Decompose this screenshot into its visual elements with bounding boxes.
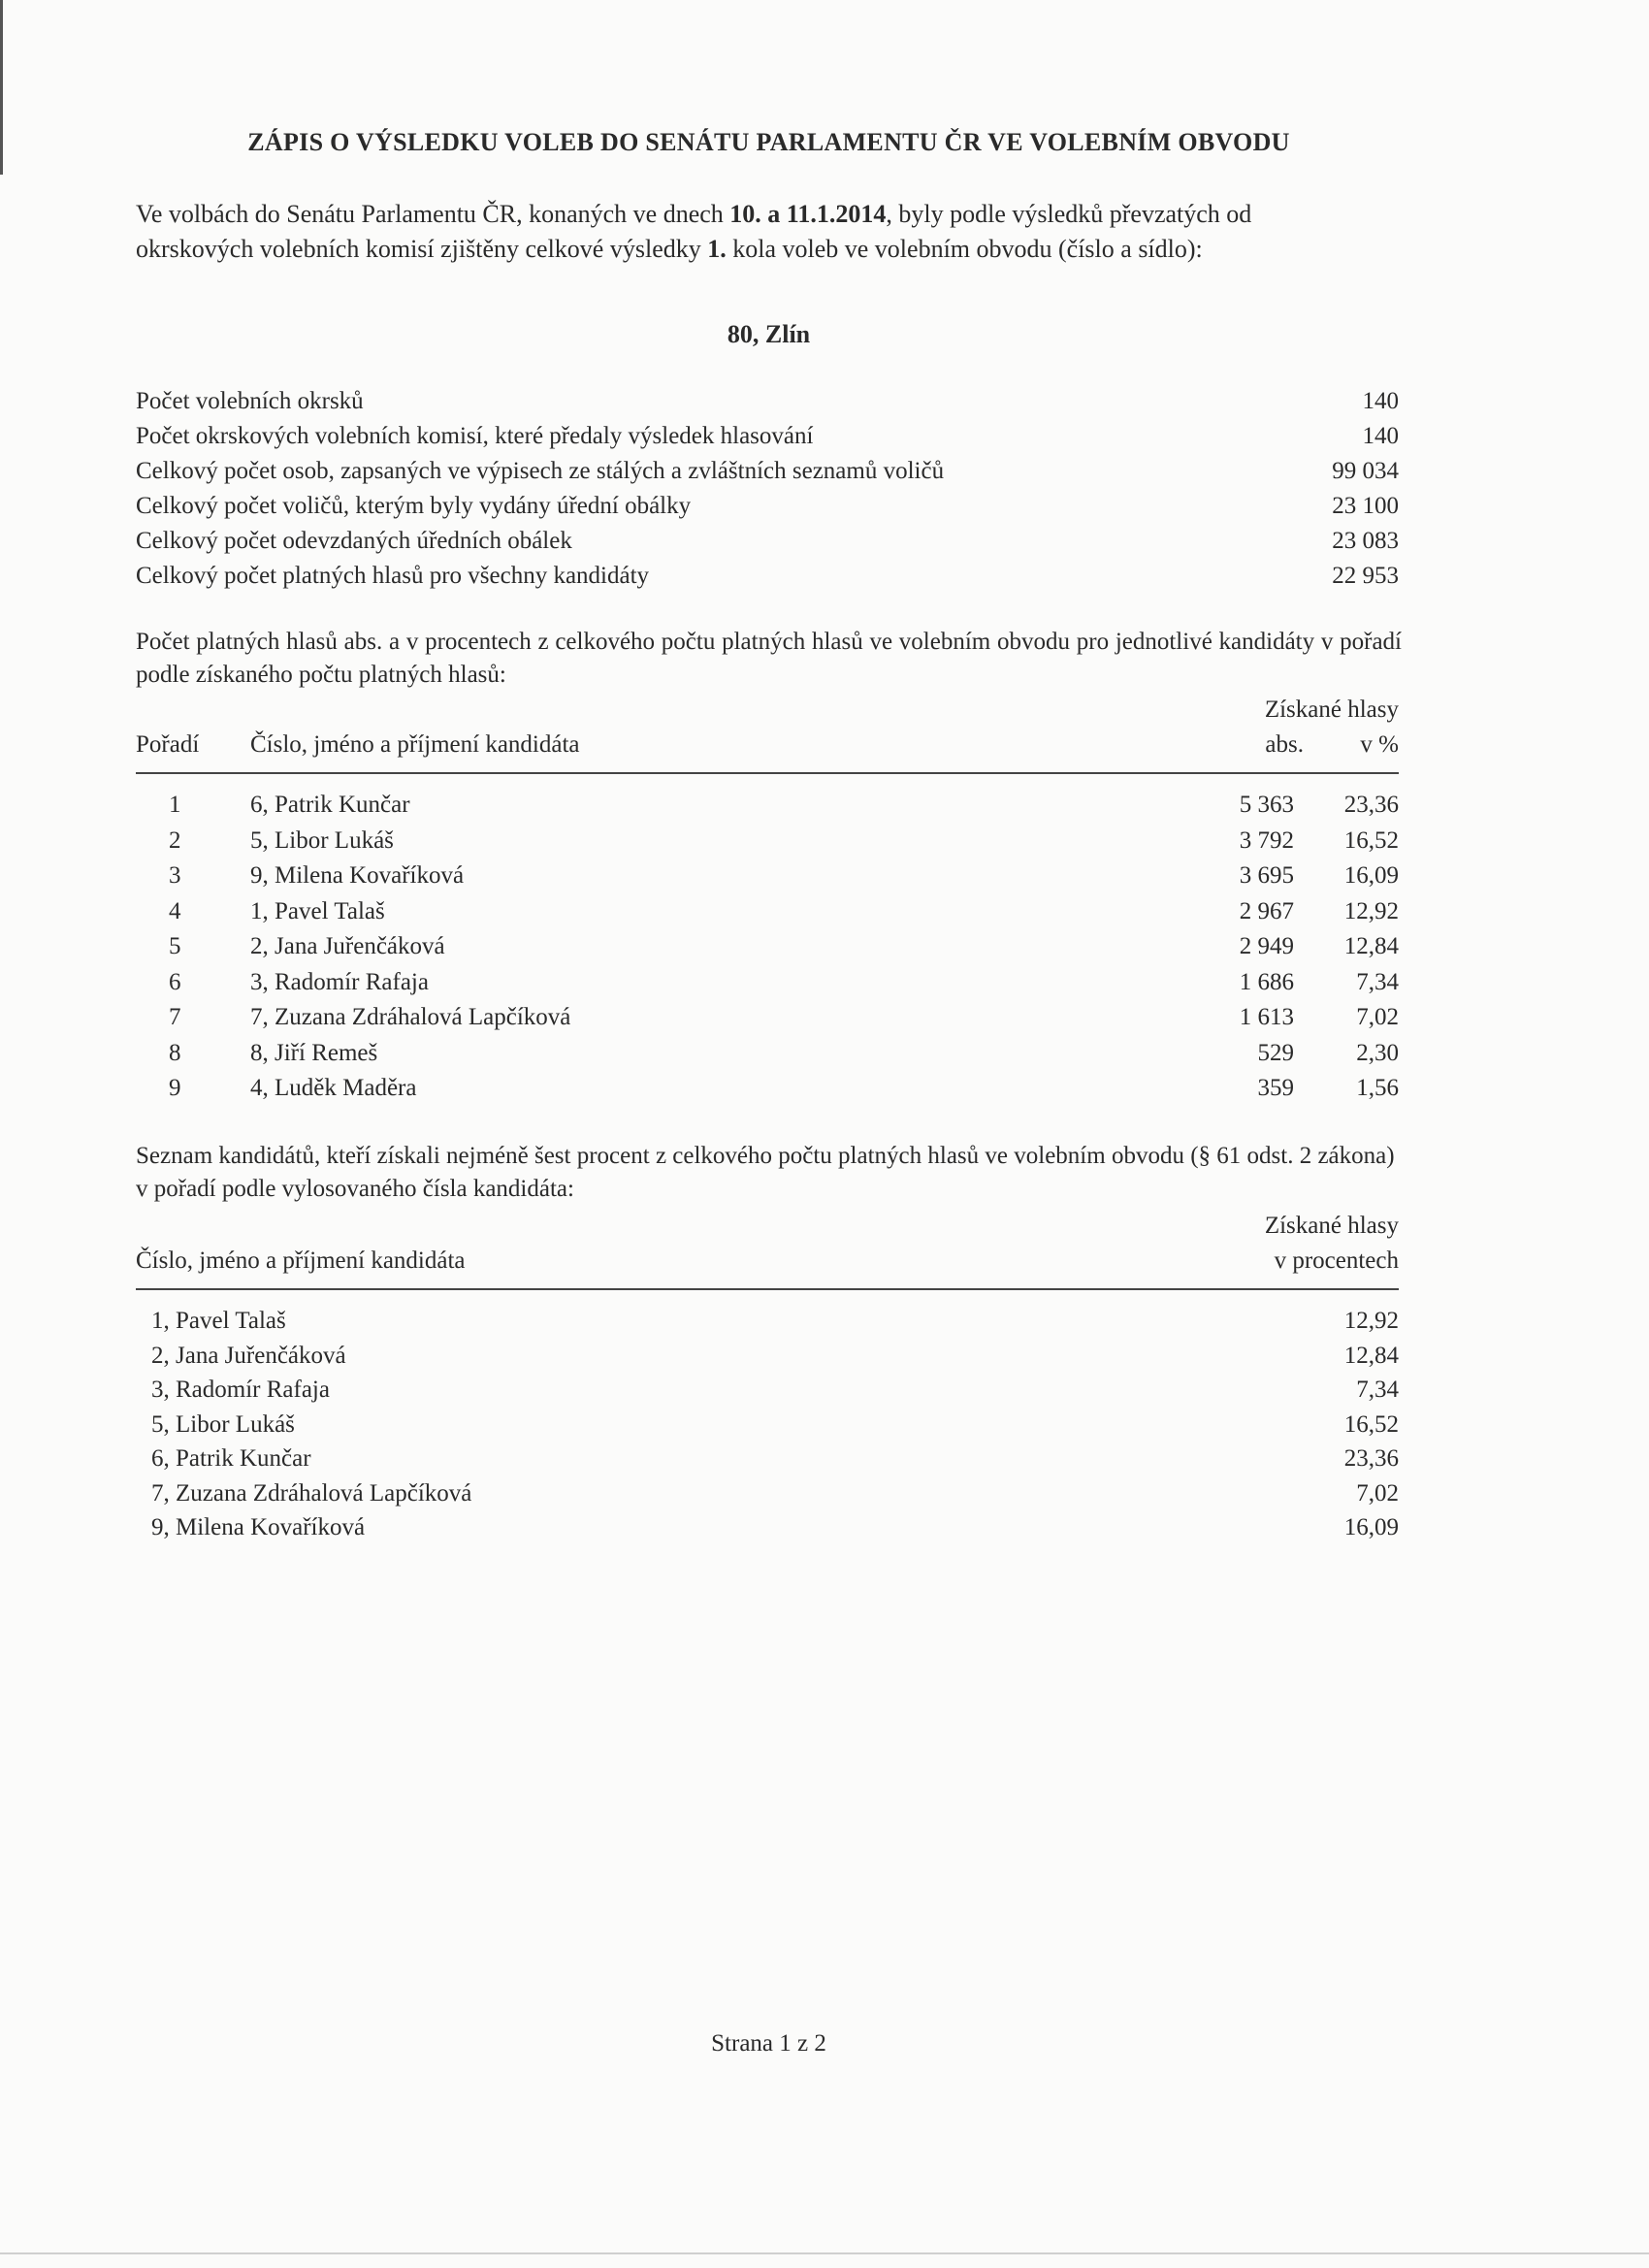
intro-text-3: kola voleb ve volebním obvodu (číslo a sídlo):	[726, 235, 1203, 263]
stat-value: 22 953	[1332, 563, 1399, 589]
cell-abs: 3 792	[1239, 826, 1294, 854]
header-pct: v procentech	[1274, 1247, 1399, 1274]
table-row	[136, 1510, 1399, 1545]
cell-pct: 12,92	[1343, 1308, 1399, 1334]
cell-abs: 1 686	[1239, 968, 1294, 995]
stat-row	[136, 559, 1399, 594]
qualified-table-header	[136, 1213, 1399, 1280]
header-votes: Získané hlasy	[1264, 1213, 1399, 1239]
cell-abs: 2 967	[1239, 897, 1294, 924]
header-pct: v %	[1360, 731, 1399, 758]
cell-candidate: 5, Libor Lukáš	[151, 1410, 295, 1438]
cell-abs: 359	[1257, 1075, 1294, 1101]
stat-value: 23 083	[1332, 528, 1399, 554]
cell-candidate: 9, Milena Kovaříková	[250, 862, 465, 889]
table-row	[136, 1408, 1399, 1442]
table-row	[136, 1036, 1399, 1072]
cell-candidate: 2, Jana Juřenčáková	[250, 933, 445, 959]
cell-pct: 1,56	[1356, 1075, 1399, 1101]
table-row	[136, 1442, 1399, 1476]
table-row	[136, 824, 1399, 859]
stat-label: Celkový počet voličů, kterým byly vydány úřední obálky	[136, 493, 692, 519]
table-row	[136, 1339, 1399, 1374]
scan-edge-left	[0, 0, 3, 175]
cell-abs: 529	[1257, 1039, 1294, 1066]
cell-abs: 3 695	[1239, 862, 1294, 889]
cell-candidate: 6, Patrik Kunčar	[151, 1445, 311, 1472]
cell-candidate: 3, Radomír Rafaja	[250, 968, 429, 995]
stat-value: 23 100	[1332, 493, 1399, 519]
header-rule	[136, 772, 1399, 774]
cell-poradi: 2	[169, 826, 181, 854]
election-round: 1.	[707, 235, 727, 263]
table-row	[136, 965, 1399, 1001]
cell-candidate: 2, Jana Juřenčáková	[151, 1342, 346, 1369]
results-table	[136, 697, 1399, 1107]
cell-pct: 12,84	[1343, 933, 1399, 959]
stat-label: Počet okrskových volebních komisí, které předaly výsledek hlasování	[136, 423, 814, 449]
header-poradi: Pořadí	[136, 731, 200, 758]
cell-abs: 1 613	[1239, 1004, 1294, 1030]
stat-value: 99 034	[1332, 458, 1399, 484]
table-row	[136, 1476, 1399, 1511]
cell-candidate: 6, Patrik Kunčar	[250, 792, 410, 818]
cell-candidate: 9, Milena Kovaříková	[151, 1514, 366, 1540]
stat-row	[136, 419, 1399, 454]
cell-pct: 16,09	[1343, 862, 1399, 889]
district-name: 80, Zlín	[727, 320, 811, 348]
intro-text-2: , byly podle výsledků převzatých od okrskových volebních komisí zjištěny celkové výsledky	[136, 200, 1252, 263]
page-number: Strana 1 z 2	[711, 2030, 826, 2057]
cell-pct: 12,92	[1343, 897, 1399, 924]
cell-pct: 7,34	[1356, 968, 1399, 995]
cell-candidate: 3, Radomír Rafaja	[151, 1377, 330, 1403]
stat-label: Celkový počet odevzdaných úředních obálek	[136, 528, 572, 554]
election-dates: 10. a 11.1.2014	[729, 200, 887, 228]
document-title: ZÁPIS O VÝSLEDKU VOLEB DO SENÁTU PARLAMENTU ČR VE VOLEBNÍM OBVODU	[247, 128, 1290, 156]
header-candidate: Číslo, jméno a příjmení kandidáta	[136, 1247, 466, 1274]
header-candidate: Číslo, jméno a příjmení kandidáta	[250, 731, 580, 758]
cell-pct: 23,36	[1343, 792, 1399, 818]
cell-pct: 16,09	[1343, 1514, 1399, 1540]
stat-row	[136, 524, 1399, 559]
cell-pct: 23,36	[1343, 1445, 1399, 1472]
stat-label: Počet volebních okrsků	[136, 388, 364, 414]
cell-poradi: 8	[169, 1039, 181, 1066]
table-row	[136, 859, 1399, 894]
cell-candidate: 1, Pavel Talaš	[250, 897, 385, 924]
cell-pct: 7,02	[1356, 1479, 1399, 1507]
stat-row	[136, 489, 1399, 524]
cell-candidate: 7, Zuzana Zdráhalová Lapčíková	[250, 1004, 571, 1030]
table-row	[136, 1000, 1399, 1036]
qualified-rows	[136, 1304, 1399, 1545]
table-row	[136, 788, 1399, 824]
cell-candidate: 5, Libor Lukáš	[250, 826, 394, 854]
header-votes: Získané hlasy	[1264, 697, 1399, 723]
cell-poradi: 1	[169, 792, 181, 818]
cell-pct: 16,52	[1343, 826, 1399, 854]
cell-candidate: 4, Luděk Maděra	[250, 1075, 417, 1101]
table-row	[136, 1071, 1399, 1107]
intro-paragraph	[136, 197, 1329, 267]
stat-value: 140	[1362, 423, 1399, 449]
cell-poradi: 4	[169, 897, 181, 924]
table-row	[136, 1304, 1399, 1339]
scan-edge-bottom	[0, 2252, 1649, 2254]
cell-pct: 16,52	[1343, 1410, 1399, 1438]
stat-label: Celkový počet osob, zapsaných ve výpisech ze stálých a zvláštních seznamů voličů	[136, 458, 945, 484]
intro-text-1: Ve volbách do Senátu Parlamentu ČR, konaných ve dnech	[136, 200, 730, 228]
qualified-table	[136, 1213, 1399, 1545]
cell-pct: 7,02	[1356, 1004, 1399, 1030]
cell-poradi: 5	[169, 933, 181, 959]
stats-list	[136, 384, 1399, 594]
results-rows	[136, 788, 1399, 1107]
cell-pct: 2,30	[1356, 1039, 1399, 1066]
table-row	[136, 894, 1399, 930]
results-table-header	[136, 697, 1399, 764]
cell-candidate: 8, Jiří Remeš	[250, 1039, 378, 1066]
cell-abs: 2 949	[1239, 933, 1294, 959]
stat-row	[136, 454, 1399, 489]
cell-candidate: 7, Zuzana Zdráhalová Lapčíková	[151, 1479, 472, 1507]
stat-label: Celkový počet platných hlasů pro všechny kandidáty	[136, 563, 650, 589]
cell-pct: 12,84	[1343, 1342, 1399, 1369]
results-intro: Počet platných hlasů abs. a v procentech z celkového počtu platných hlasů ve volebním obvodu pro jednotlivé kandidáty v pořadí podle získaného počtu platných hlasů:	[136, 629, 1402, 688]
qualified-intro: Seznam kandidátů, kteří získali nejméně šest procent z celkového počtu platných hlasů ve volebním obvodu (§ 61 odst. 2 zákona) v pořadí podle vylosovaného čísla kandidáta:	[136, 1143, 1395, 1202]
table-row	[136, 1373, 1399, 1408]
cell-poradi: 3	[169, 862, 181, 889]
cell-abs: 5 363	[1239, 792, 1294, 818]
cell-pct: 7,34	[1356, 1377, 1399, 1403]
cell-candidate: 1, Pavel Talaš	[151, 1308, 286, 1334]
cell-poradi: 6	[169, 968, 181, 995]
stat-value: 140	[1362, 388, 1399, 414]
stat-row	[136, 384, 1399, 419]
cell-poradi: 7	[169, 1004, 181, 1030]
table-row	[136, 929, 1399, 965]
cell-poradi: 9	[169, 1075, 181, 1101]
header-rule	[136, 1288, 1399, 1290]
header-abs: abs.	[1265, 731, 1304, 758]
